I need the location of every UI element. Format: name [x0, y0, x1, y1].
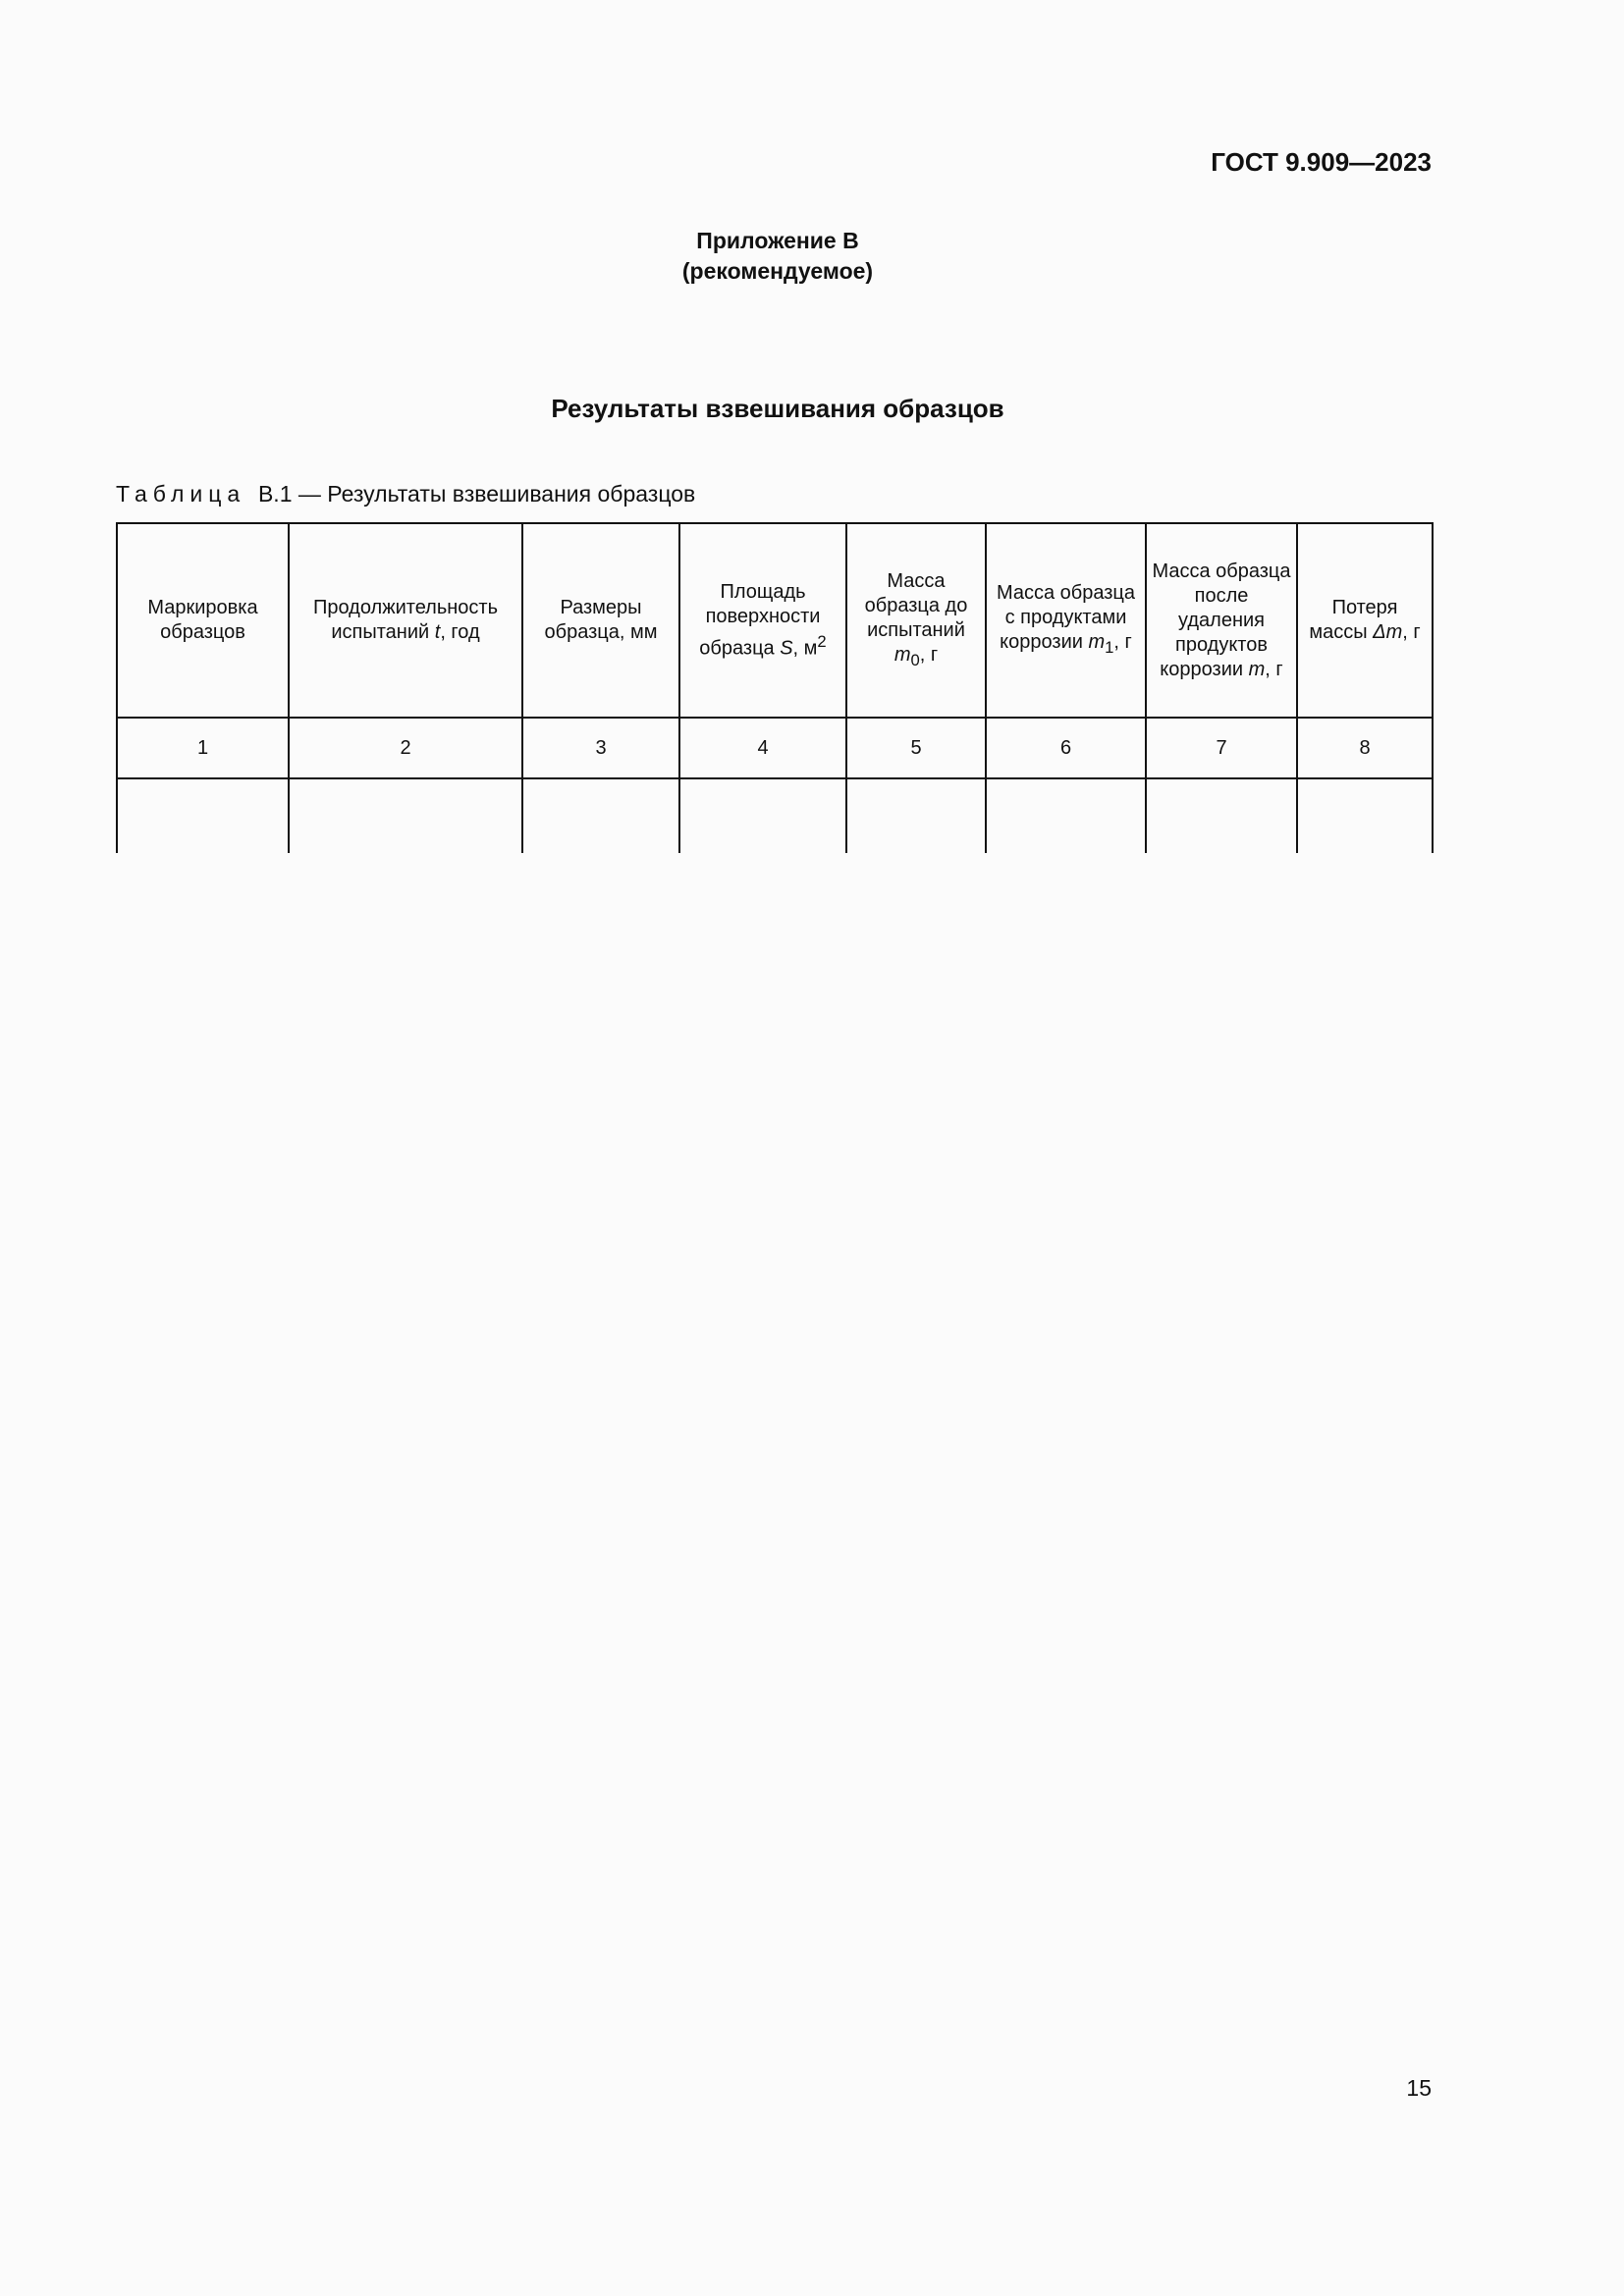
- column-header-mass-after-removal: Масса образца после удаления продуктов коррозии m, г: [1146, 523, 1297, 718]
- empty-cell: [679, 778, 846, 853]
- column-header-mass-loss: Потеря массы Δm, г: [1297, 523, 1433, 718]
- column-header-mass-before: Масса образца до испытаний $m_0$, г: [846, 523, 986, 718]
- table-caption-word: Таблица: [116, 481, 246, 507]
- empty-cell: [846, 778, 986, 853]
- empty-cell: [289, 778, 522, 853]
- column-number: 6: [986, 718, 1146, 778]
- column-header-marking: Маркировка образцов: [117, 523, 289, 718]
- empty-cell: [522, 778, 679, 853]
- table-empty-row: [117, 778, 1433, 853]
- column-header-surface-area: Площадь поверхности образца S, $м^2$: [679, 523, 846, 718]
- column-number: 5: [846, 718, 986, 778]
- table-header-row: [117, 523, 1433, 718]
- column-number: 2: [289, 718, 522, 778]
- column-header-duration: Продолжительность испытаний t, год: [289, 523, 522, 718]
- empty-cell: [1297, 778, 1433, 853]
- column-header-dimensions: Размеры образца, мм: [522, 523, 679, 718]
- appendix-title: Приложение В: [696, 228, 859, 253]
- column-header-mass-with-corrosion: Масса образца с продуктами коррозии $m_1$, г: [986, 523, 1146, 718]
- table-caption: [116, 481, 695, 507]
- appendix-heading: [0, 226, 1555, 287]
- column-number: 4: [679, 718, 846, 778]
- column-numbers-row: [117, 718, 1433, 778]
- column-number: 1: [117, 718, 289, 778]
- empty-cell: [117, 778, 289, 853]
- page-number: 15: [1406, 2075, 1432, 2101]
- document-code: ГОСТ 9.909—2023: [1211, 147, 1432, 177]
- section-title: Результаты взвешивания образцов: [551, 394, 1004, 423]
- column-number: 8: [1297, 718, 1433, 778]
- empty-cell: [986, 778, 1146, 853]
- column-number: 3: [522, 718, 679, 778]
- empty-cell: [1146, 778, 1297, 853]
- table-caption-text: В.1 — Результаты взвешивания образцов: [257, 481, 696, 507]
- column-number: 7: [1146, 718, 1297, 778]
- appendix-status: (рекомендуемое): [681, 258, 874, 284]
- results-table: [116, 522, 1434, 853]
